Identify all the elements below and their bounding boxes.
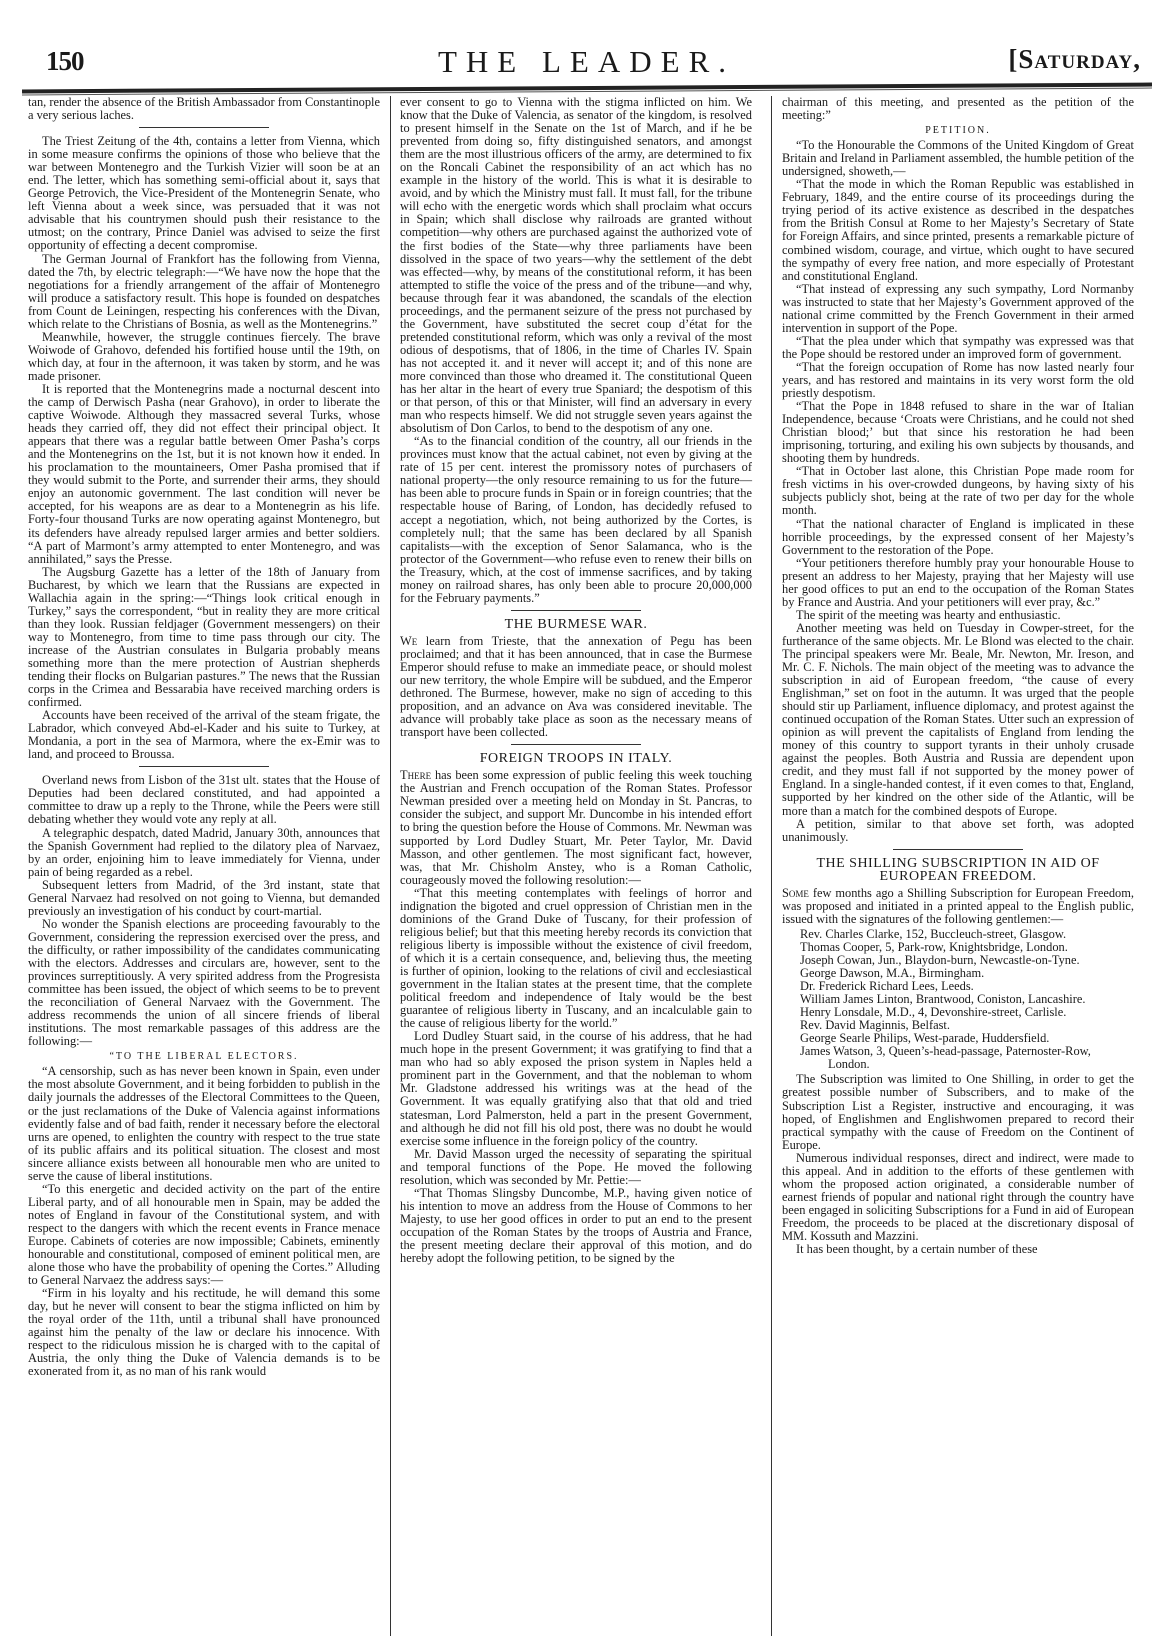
- article-heading: FOREIGN TROOPS IN ITALY.: [479, 751, 673, 767]
- paragraph: “That Thomas Slingsby Duncombe, M.P., having given notice of his intention to move an address from the House of Commons to her Majesty, to use her good offices in order to put an end to the present occupation of the Roman States by the troops of Austria and France, the present meeting declare their approval of this motion, and do hereby adopt the following petition, to be signed by the: [400, 1185, 752, 1266]
- paragraph: The spirit of the meeting was hearty and enthusiastic.: [796, 607, 1061, 622]
- paragraph: “That the mode in which the Roman Republic was established in February, 1849, and the entire course of its proceedings during the trying period of its active existence as described in the despatches from the British Consul at Rome to her Majesty’s Secretary of State for Foreign Affairs, and since printed, presents a remarkable picture of combined wisdom, courage, and virtue, which ought to have secured the sympathy of every free nation, and more especially of Protestant and constitutional England.: [782, 177, 1134, 283]
- paragraph-text: learn from Trieste, that the annexation of Pegu has been proclaimed; and that it has been announced, that in case the Burmese Emperor should refuse to make an immediate peace, or should molest our new territory, the whole Empire will be subdued, and the Emperor dethroned. The Burmese, however, make no sign of acceding to this proposition, and an advance on Ava was considered inevitable. The advance will probably take place as soon as the necessary means of transport have been collected.: [400, 633, 752, 740]
- divider: [139, 766, 269, 767]
- page-number: 150: [46, 46, 84, 76]
- paragraph: [782, 887, 1134, 926]
- paragraph: “A censorship, such as has never been known in Spain, even under the most absolute Government, and it being forbidden to publish in the daily journals the addresses of the Electoral Committees to the Queen, or the just reclamations of the Duke of Valencia against informations evidently false and of bad faith, render it necessary before the electoral urns are opened, to enlighten the country with respect to the true state of its public affairs and its political situation. The closest and most sincere alliance exists between all honourable men who are united to serve the cause of liberal institutions.: [28, 1064, 380, 1183]
- paragraph: It has been thought, by a certain number of these: [796, 1242, 1038, 1257]
- paragraph: Meanwhile, however, the struggle continues fiercely. The brave Woiwode of Grahovo, defended his fortified house until the 19th, on which day, at four in the afternoon, it was taken by storm, and he was made prisoner.: [28, 329, 380, 383]
- signatory: Dr. Frederick Richard Lees, Leeds.: [800, 979, 974, 994]
- paragraph: The German Journal of Frankfort has the following from Vienna, dated the 7th, by electric telegraph:—“We have now the hope that the negotiations for a friendly arrangement of the affair of Montenegro will produce a satisfactory result. This hope is founded on despatches from Count de Leiningen, respecting his conferences with the Divan, which relate to the Christians of Bosnia, as well as the Montenegrins.”: [28, 251, 380, 331]
- signatory: George Searle Philips, West-parade, Huddersfield.: [800, 1031, 1050, 1046]
- paragraph: A telegraphic despatch, dated Madrid, January 30th, announces that the Spanish Government had replied to the dilatory plea of Narvaez, by an order, enjoining him to leave immediately for Vienna, under pain of being regarded as a rebel.: [28, 825, 380, 879]
- paragraph: Accounts have been received of the arrival of the steam frigate, the Labrador, which conveyed Abd-el-Kader and his suite to Turkey, at Mondania, a port in the sea of Marmora, where the ex-Emir was to land, and proceed to Broussa.: [28, 708, 380, 762]
- divider: [139, 127, 269, 128]
- paragraph: [400, 769, 752, 886]
- column-separator: [390, 96, 391, 1636]
- paragraph: “That the national character of England is implicated in these horrible proceedings, by the expressed consent of her Majesty’s Government to the restoration of the Pope.: [782, 516, 1134, 557]
- divider: [511, 610, 641, 611]
- signatory: Thomas Cooper, 5, Park-row, Knightsbridge, London.: [800, 939, 1068, 954]
- signatory: George Dawson, M.A., Birmingham.: [800, 966, 985, 981]
- lead-word: We: [400, 633, 418, 648]
- paragraph: ever consent to go to Vienna with the stigma inflicted on him. We know that the Duke of Valencia, as senator of the kingdom, is resolved to present himself in the Senate on the 1st of March, and if he be prevented from doing so, fifty distinguished senators, and amongst them are the most illustrious officers of the army, are determined to fix on the Roncali Cabinet the responsibility of an act which has no example in the history of the world. This is what it is desirable to avoid, and by which the Ministry must fall. It must fall, for the tribune will echo with the energetic words which shall proclaim what occurs in Spain; which shall disclose why railroads are granted without competition—why others are purchased against the authorized vote of the first bodies of the State—why three parliaments have been dissolved in the space of two years—why the settlement of the debt was effected—why, by means of the constitutional reform, it has been attempted to stifle the voice of the press and of the tribune—and why, because through fear it was abandoned, the scandals of the election proceedings, and the permanent seizure of the press not purchased by the Government, have substituted the secret coup d’état for the pretended constitutional reform, which was only a revival of the most odious of despotisms, that of 1806, in the time of Charles IV. Spain has not accepted it. and it never will accept it; and of this none are more convinced than those who dreamed it. The constitutional Queen has her altar in the heart of every true Spaniard; the despotism of this or that person, of this or that Minister, will find an adversary in every man who respects himself. We did not struggle seven years against the absolutism of Don Carlos, to bend to the despotism of any one.: [400, 95, 752, 436]
- subheading: PETITION.: [925, 125, 991, 137]
- dateline: [Saturday,: [1008, 44, 1141, 74]
- subheading: “TO THE LIBERAL ELECTORS.: [109, 1051, 299, 1063]
- paragraph: Another meeting was held on Tuesday in Cowper-street, for the furtherance of the same objects. Mr. Le Blond was elected to the chair. The principal speakers were Mr. Beale, Mr. Newton, Mr. Ireson, and Mr. C. F. Nichols. The main object of the meeting was to advance the subscription in aid of European freedom, “the cause of every Englishman,” set on foot in the autumn. It was urged that the people should stir up Parliament, influence diplomacy, and protest against the continued occupation of the Roman States. Utter such an expression of opinion as will prevent the capitalists of England from lending the money of this country to support tyrants in their unholy crusade against the peoples. Both Austria and Russia are dependent upon credit, and they must fall if not supported by the money power of England. In a single-handed contest, if it even comes to that, England, supported by her kindred on the other side of the Atlantic, will be more than a match for the combined despots of Europe.: [782, 620, 1134, 818]
- signatory: James Watson, 3, Queen’s-head-passage, Paternoster-Row, London.: [800, 1044, 1091, 1072]
- signatory: Henry Lonsdale, M.D., 4, Devonshire-street, Carlisle.: [800, 1005, 1067, 1020]
- paragraph-text: few months ago a Shilling Subscription for European Freedom, was proposed and initiated in a printed appeal to the English public, issued with the signatures of the following gentlemen:—: [782, 885, 1134, 926]
- signatory-list: [800, 928, 1134, 1072]
- column-separator: [771, 96, 772, 1636]
- column-1: [28, 96, 380, 1379]
- paragraph: “As to the financial condition of the country, all our friends in the provinces must know that the actual cabinet, not even by giving at the rate of 15 per cent. interest the promissory notes of purchasers of national property—the only resource remaining to us for the future—has been able to procure funds in Spain or in foreign countries; that the respectable house of Baring, of London, has decidedly refused to accept a negotiation, which, not being authorized by the Cortes, is completely null; that the same has been declared by all Spanish capitalists—with the exception of Senor Salamanca, who is the protector of the Government—who refuse even to renew their bills on the Treasury, which, at the cost of immense sacrifices, and by taking money on railroad shares, has only been able to procure 20,000,000 for the February payments.”: [400, 434, 753, 605]
- paragraph: Subsequent letters from Madrid, of the 3rd instant, state that General Narvaez had resolved on not going to Vienna, but demanded previously an investigation of his conduct by court-martial.: [28, 877, 380, 918]
- paragraph: “To the Honourable the Commons of the United Kingdom of Great Britain and Ireland in Parliament assembled, the humble petition of the undersigned, showeth,—: [782, 138, 1135, 179]
- signatory: Joseph Cowan, Jun., Blaydon-burn, Newcastle-on-Tyne.: [800, 953, 1080, 967]
- lead-word: There: [400, 768, 432, 783]
- paragraph: chairman of this meeting, and presented as the petition of the meeting:”: [782, 95, 1134, 123]
- paragraph: Numerous individual responses, direct and indirect, were made to this appeal. And in addition to the efforts of these gentlemen with whom the proposed action originated, a considerable number of earnest friends of popular and national right through the country have been engaged in soliciting Subscriptions for a Fund in aid of European Freedom, the proceeds to be placed at the discretionary disposal of MM. Kossuth and Mazzini.: [782, 1150, 1134, 1243]
- paragraph: “That this meeting contemplates with feelings of horror and indignation the bigoted and cruel oppression of Christian men in the dominions of the Grand Duke of Tuscany, for their profession of religious belief; but that this meeting hereby records its conviction that religious liberty is impossible without the existence of civil freedom, of which it is a certain consequence, and, believing thus, the meeting is further of opinion, looking to the relations of civil and ecclesiastical government in the Italian states at the present time, that the complete political freedom and independence of Italy would be the best guarantee of religious liberty in Tuscany, and an incalculable gain to the cause of religious liberty for the world.”: [400, 885, 752, 1031]
- paragraph: Lord Dudley Stuart said, in the course of his address, that he had much hope in the present Government; it was gratifying to find that a man who had so ably exposed the prison system in Naples held a prominent part in the Government, and that the nobleman to whom Mr. Gladstone addressed his writings was at the head of the Government. It was equally gratifying also that that old and tried statesman, Lord Palmerston, held a part in the present Government, and although he did not fill his old post, there was no doubt he would exercise some influence in the foreign policy of the country.: [400, 1029, 752, 1148]
- divider: [511, 744, 641, 745]
- signatory: Rev. Charles Clarke, 152, Buccleuch-street, Glasgow.: [800, 926, 1067, 941]
- paragraph: “That the plea under which that sympathy was expressed was that the Pope should be restored under an improved form of government.: [782, 333, 1134, 361]
- paragraph: tan, render the absence of the British Ambassador from Constantinople a very serious laches.: [28, 95, 380, 123]
- paragraph: [400, 635, 752, 739]
- signatory: Rev. David Maginnis, Belfast.: [800, 1018, 950, 1033]
- paragraph: “To this energetic and decided activity on the part of the entire Liberal party, and of all honourable men in Spain, may be added the notes of England in favour of the Constitutional system, and with respect to the dangers with which the recent events in France menace Europe. Cabinets of coteries are now impossible; Cabinets, eminently honourable and constitutional, composed of eminent political men, are alone those who have the probability of opening the Cortes.” Alluding to General Narvaez the address says:—: [28, 1181, 380, 1288]
- masthead: [0, 0, 1173, 92]
- article-heading: THE SHILLING SUBSCRIPTION IN AID OF EUROPEAN FREEDOM.: [816, 855, 1100, 884]
- lead-word: Some: [782, 885, 809, 900]
- paragraph: “That the foreign occupation of Rome has now lasted nearly four years, and has restored and maintains in its very worst form the old priestly despotism.: [782, 359, 1134, 401]
- column-2: [400, 96, 752, 1265]
- paragraph: “That in October last alone, this Christian Pope made room for fresh victims in his over-crowded dungeons, by having sixty of his subjects publicly shot, being at the rate of two per day for the whole month.: [782, 464, 1134, 518]
- paragraph: No wonder the Spanish elections are proceeding favourably to the Government, considering the repression exercised over the press, and the difficulty, or rather impossibility of the candidates communicating with the electors. Addresses and circulars are, however, sent to the provinces surreptitiously. A very spirited address from the Progresista committee has been issued, the object of which seems to be to prevent the reconciliation of General Narvaez with the Government. The address recommends the union of all sincere friends of liberal institutions. The most remarkable passages of this address are the following:—: [28, 916, 380, 1049]
- paragraph: “That the Pope in 1848 refused to share in the war of Italian Independence, because ‘Croats were Christians, and he could not shed Christian blood;’ but that since his restoration he had been imprisoning, torturing, and exiling his own subjects by thousands, and shooting them by hundreds.: [782, 399, 1134, 466]
- paragraph: The Augsburg Gazette has a letter of the 18th of January from Bucharest, by which we learn that the Russians are expected in Wallachia again in the spring:—“Things look critical enough in Turkey,” says the correspondent, “but in reality they are more critical than they look. Russian feldjager (Government messengers) on their way to Montenegro, from time to time pass through our city. The increase of the Austrian consulates in Bulgaria probably means something more than the mere protection of Austrian shepherds tending their flocks on Bulgarian pastures.” The news that the Russian corps in the Crimea and Bessarabia have received marching orders is confirmed.: [28, 564, 380, 710]
- newspaper-title: THE LEADER.: [437, 44, 736, 79]
- signatory: William James Linton, Brantwood, Coniston, Lancashire.: [800, 992, 1086, 1007]
- paragraph: “Firm in his loyalty and his rectitude, he will demand this some day, but he never will consent to bear the stigma inflicted on him by the royal order of the 11th, until a tribunal shall have pronounced against him the penalty of the law or declare his innocence. With respect to the ridiculous mission he is charged with to the capital of Austria, the only thing the Duke of Valencia demands is to be exonerated from it, as no man of his rank would: [28, 1286, 380, 1379]
- paragraph: “That instead of expressing any such sympathy, Lord Normanby was instructed to state that her Majesty’s Government approved of the national crime committed by the French Government in their armed intervention in support of the Pope.: [782, 281, 1134, 335]
- divider: [893, 849, 1023, 850]
- paragraph: The Subscription was limited to One Shilling, in order to get the greatest possible number of Subscribers, and to make of the Subscription List a Register, instructive and encouraging, it was hoped, of Englishmen and Englishwomen prepared to record their practical sympathy with the cause of Freedom on the Continent of Europe.: [782, 1072, 1134, 1152]
- paragraph: Overland news from Lisbon of the 31st ult. states that the House of Deputies had been declared constituted, and had appointed a committee to draw up a reply to the Throne, while the Peers were still debating whether they would vote any reply at all.: [28, 773, 380, 827]
- paragraph: The Triest Zeitung of the 4th, contains a letter from Vienna, which in some measure confirms the opinions of those who believe that the war between Montenegro and the Turkish Vizier will soon be at an end. The letter, which has something semi-official about it, says that George Petrovich, the Vice-President of the Montenegrin Senate, who left Vienna about a week since, was persuaded that it was not advisable that his countrymen should push their resistance to the utmost; on the contrary, Prince Daniel was advised to seize the first opportunity of effecting a decent compromise.: [28, 134, 380, 253]
- article-heading: THE BURMESE WAR.: [504, 616, 648, 632]
- paragraph: A petition, similar to that above set forth, was adopted unanimously.: [782, 816, 1134, 844]
- paragraph: “Your petitioners therefore humbly pray your honourable House to present an address to her Majesty, praying that her Majesty will use her good offices to put an end to the occupation of the Roman States by France and Austria. And your petitioners will ever pray, &c.”: [782, 555, 1134, 609]
- column-3: [782, 96, 1134, 1256]
- paragraph: Mr. David Masson urged the necessity of separating the spiritual and temporal functions of the Pope. He moved the following resolution, which was seconded by Mr. Pettie:—: [400, 1146, 752, 1187]
- paragraph: It is reported that the Montenegrins made a nocturnal descent into the camp of Derwisch Pasha (near Grahovo), in order to liberate the captive Woiwode. Although they massacred several Turks, whose heads they carried off, they did not effect their principal object. It appears that there was a regular battle between Omer Pasha’s corps and the Montenegrins on the 1st, but it is not known how it ended. In his proclamation to the mountaineers, Omer Pasha promised that if they would submit to the Porte, and surrender their arms, they should enjoy an autonomic government. The last condition will never be accepted, for his weapons are as dear to a Montenegrin as his life. Forty-four thousand Turks are now operating against Montenegro, but its defenders have already repulsed larger armies and better soldiers. “A part of Marmont’s army attempted to enter Montenegro, and was annihilated,” says the Presse.: [28, 381, 380, 566]
- paragraph-text: has been some expression of public feeling this week touching the Austrian and French occupation of the Roman States. Professor Newman presided over a meeting held on Monday in St. Pancras, to consider the subject, and support Mr. Duncombe in his intended effort to bring the question before the House of Commons. Mr. Newman was supported by Lord Dudley Stuart, Mr. Peter Taylor, Mr. David Masson, and other gentlemen. The most significant fact, however, was, that Mr. Chisholm Anstey, who is a Roman Catholic, courageously moved the following resolution:—: [400, 768, 752, 887]
